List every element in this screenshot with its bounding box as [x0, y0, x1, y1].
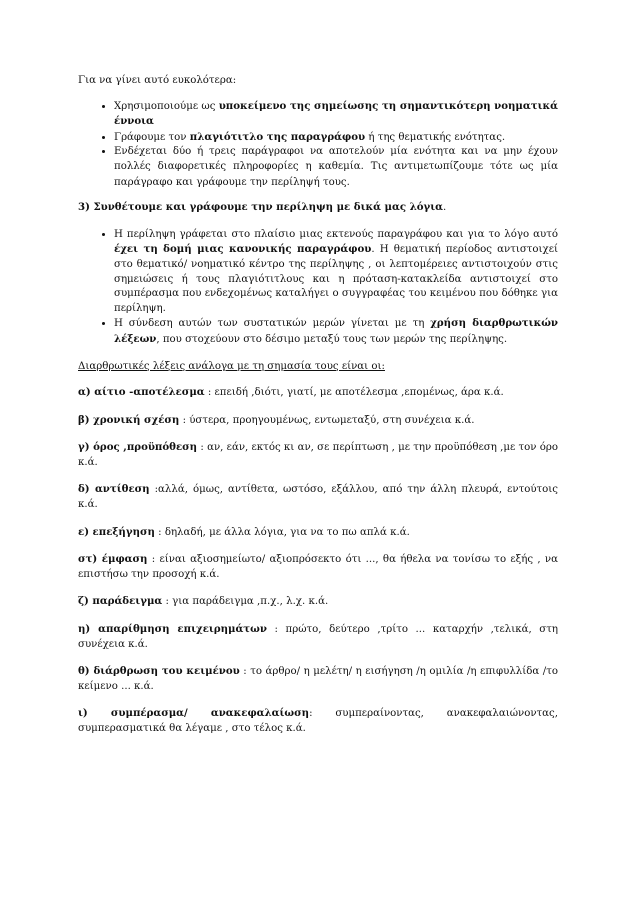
list-item	[114, 99, 558, 130]
step-3-punctuation: .	[443, 202, 447, 214]
connector-label: ι) συμπέρασμα/ ανακεφαλαίωση	[78, 707, 310, 720]
list-item	[114, 145, 558, 190]
connector-label: ζ) παράδειγμα	[78, 595, 163, 608]
intro-text: Για να γίνει αυτό ευκολότερα:	[78, 75, 237, 86]
bullet-list-summary	[78, 228, 558, 348]
bullet-text-end: . Η θεματική περίοδος αντιστοιχεί στο θεματικό/ νοηματικό κέντρο της περίληψης , οι λεπτομέρειες αντιστοιχούν στις σημειώσεις ή τους πλαγιότιτλους και η πρόταση-κατακλείδα αντιστοιχεί στο συμπέρασμα που ενδεχομένως καταλήγει ο συγγραφέας του κειμένου που δόθηκε για περίληψη.	[114, 244, 558, 314]
connector-item-emphasis	[78, 552, 558, 582]
connector-label: β) χρονική σχέση	[78, 413, 180, 426]
connector-examples: : για παράδειγμα ,π.χ., λ.χ. κ.ά.	[162, 596, 329, 608]
connector-examples: :αλλά, όμως, αντίθετα, ωστόσο, εξάλλου, από την άλλη πλευρά, εντούτοις κ.ά.	[78, 484, 559, 511]
connector-label: δ) αντίθεση	[78, 483, 150, 496]
connector-examples: : πρώτο, δεύτερο ,τρίτο ... καταρχήν ,τελικά, στη συνέχεια κ.ά.	[78, 624, 558, 650]
bullet-text: Ενδέχεται δύο ή τρεις παράγραφοι να αποτελούν μία ενότητα και να μην έχουν πολλές διαφορετικές πληροφορίες η καθεμία. Τις αντιμετωπίζουμε τότε ως μία παράγραφο και γράφουμε την περίληψή τους.	[114, 146, 558, 188]
document-body	[78, 74, 558, 749]
list-item	[114, 228, 558, 317]
connector-examples: : αν, εάν, εκτός κι αν, σε περίπτωση , με την προϋπόθεση ,με τον όρο κ.ά.	[78, 442, 558, 468]
connector-item-cause	[78, 385, 558, 401]
connector-label: θ) διάρθρωση του κειμένου	[78, 665, 240, 678]
connector-label: γ) όρος ,προϋπόθεση	[78, 441, 198, 454]
connector-examples: : συμπεραίνοντας, ανακεφαλαιώνοντας, συμπερασματικά θα λέγαμε , στο τέλος κ.ά.	[78, 708, 558, 734]
bullet-bold-text: πλαγιότιτλο της παραγράφου	[189, 130, 366, 143]
bullet-bold-text: υποκείμενο της σημείωσης τη σημαντικότερη νοηματικά έννοια	[114, 99, 558, 128]
bullet-text: Γράφουμε τον	[114, 131, 190, 143]
bullet-list-notes	[78, 99, 558, 191]
connector-item-enumeration	[78, 622, 558, 652]
bullet-bold-text: έχει τη δομή μιας κανονικής παραγράφου	[114, 243, 372, 256]
connector-item-conclusion	[78, 706, 558, 736]
connector-examples: : ύστερα, προηγουμένως, εντωμεταξύ, στη συνέχεια κ.ά.	[179, 414, 475, 426]
connector-examples: : δηλαδή, με άλλα λόγια, για να το πω απλά κ.ά.	[154, 526, 410, 538]
connector-item-text-structure	[78, 664, 558, 694]
bullet-text: Η περίληψη γράφεται στο πλαίσιο μιας εκτενούς παραγράφου και για το λόγο αυτό	[114, 228, 558, 240]
bullet-text: Χρησιμοποιούμε ως	[114, 100, 219, 112]
list-item	[114, 130, 558, 146]
bullet-text: Η σύνδεση αυτών των συστατικών μερών γίνεται με τη	[114, 318, 431, 330]
bullet-text-end: ή της θεματικής ενότητας.	[365, 131, 506, 143]
connector-item-explanation	[78, 525, 558, 541]
connector-item-condition	[78, 440, 558, 470]
connector-item-contrast	[78, 482, 558, 512]
list-item	[114, 316, 558, 347]
connectors-title: Διαρθρωτικές λέξεις ανάλογα με τη σημασία τους είναι οι:	[78, 360, 385, 372]
connector-examples: : επειδή ,διότι, γιατί, με αποτέλεσμα ,επομένως, άρα κ.ά.	[204, 387, 504, 399]
connector-examples: : είναι αξιοσημείωτο/ αξιοπρόσεκτο ότι ..., θα ήθελα να τονίσω το εξής , να επιστήσω την προσοχή κ.ά.	[78, 554, 558, 580]
step-3-title: 3) Συνθέτουμε και γράφουμε την περίληψη με δικά μας λόγια	[78, 201, 444, 214]
section-heading-step-3	[78, 200, 558, 216]
connector-label: α) αίτιο -αποτέλεσμα	[78, 386, 205, 399]
connector-item-time	[78, 413, 558, 429]
connector-label: η) απαρίθμηση επιχειρημάτων	[78, 623, 267, 636]
connector-label: στ) έμφαση	[78, 553, 148, 566]
connector-label: ε) επεξήγηση	[78, 525, 155, 538]
bullet-text-end: , που στοχεύουν στο δέσιμο μεταξύ τους των μερών της περίληψης.	[156, 333, 508, 345]
connector-item-example	[78, 594, 558, 610]
bullet-bold-text: χρήση διαρθρωτικών λέξεων	[114, 317, 558, 345]
connector-examples: : το άρθρο/ η μελέτη/ η εισήγηση /η ομιλία /η επιφυλλίδα /το κείμενο ... κ.ά.	[78, 666, 558, 692]
